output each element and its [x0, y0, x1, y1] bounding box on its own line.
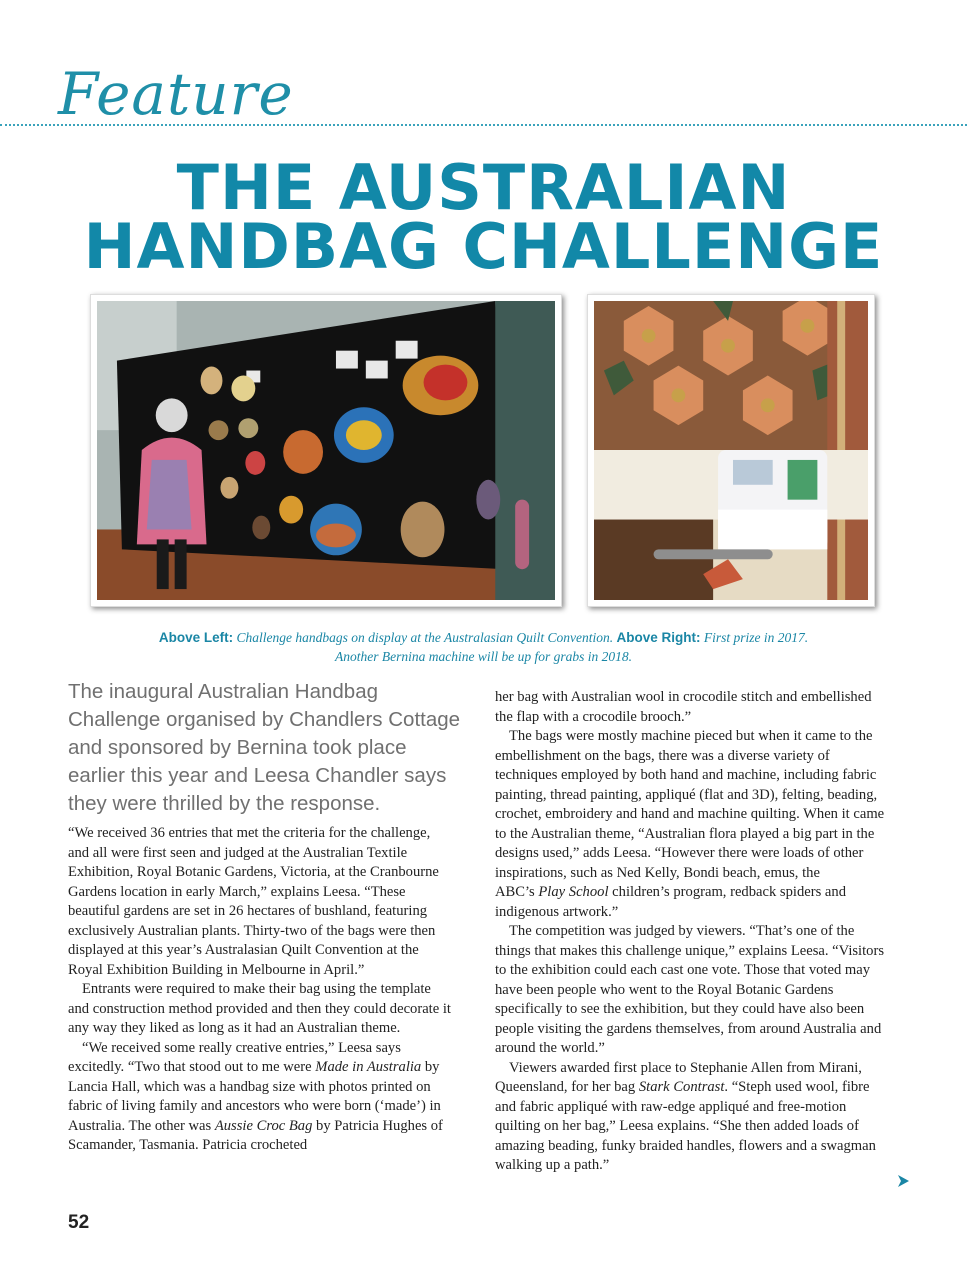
col2-p2-text-d: children’s program, redback spiders and indigenous artwork.”	[495, 884, 846, 920]
body-column-2	[495, 688, 887, 1176]
continue-arrow-icon	[896, 1174, 910, 1188]
title-made-in-australia: Made in Australia	[315, 1059, 422, 1075]
col2-paragraph-4	[495, 1059, 887, 1176]
lead-paragraph: The inaugural Australian Handbag Challenge organised by Chandlers Cottage and sponsored by Bernina took place earlier this year and Leesa Chandler says they were thrilled by the response.	[68, 680, 461, 815]
section-label: Feature	[58, 60, 294, 128]
photo-handbag-display	[90, 294, 562, 607]
page-number: 52	[68, 1212, 90, 1233]
col2-paragraph-2	[495, 727, 887, 922]
col1-p3-text-c: by Lancia Hall, which was a handbag size with photos printed on fabric of living family and ancestors who were born (‘made’) in Australia. The other was	[68, 1059, 441, 1134]
col1-p3-text-e: by Patricia Hughes of Scamander, Tasmania. Patricia crocheted	[68, 1117, 443, 1153]
caption-left-text: Challenge handbags on display at the Australasian Quilt Convention.	[236, 630, 614, 645]
col2-paragraph-1: her bag with Australian wool in crocodile stitch and embellished the flap with a crocodile brooch.”	[495, 689, 872, 725]
caption-right-label: Above Right:	[616, 630, 701, 645]
body-column-1	[68, 824, 452, 1156]
headline-line-2: HANDBAG CHALLENGE	[83, 210, 884, 283]
caption-left-label: Above Left:	[158, 630, 234, 645]
col2-p4-text-a: Viewers awarded first place to Stephanie Allen from Mirani, Queensland, for her bag	[495, 1059, 862, 1095]
title-stark-contrast: Stark Contrast	[638, 1079, 725, 1095]
section-divider	[0, 124, 967, 126]
headline-line-1: THE AUSTRALIAN	[176, 151, 791, 224]
col2-p4-text-c: . “Steph used wool, fibre and fabric appliqué with raw-edge appliqué and free-motion quilting on her bag,” Leesa explains. “She then added loads of amazing beading, funky braided handles, flowers and a swagman walking up a path.”	[495, 1079, 876, 1173]
col1-paragraph-2: Entrants were required to make their bag using the template and construction method provided and then they could decorate it any way they liked as long as it had an Australian theme.	[68, 981, 451, 1036]
col2-paragraph-3: The competition was judged by viewers. “That’s one of the things that makes this challenge unique,” explains Leesa. “Visitors to the exhibition could each cast one vote. Those that voted may have been people who went to the Royal Botanic Gardens specifically to see the exhibition, but they could have also been people visiting the gardens themselves, from around Australia and around the world.”	[495, 923, 884, 1056]
col2-p2-text-b: ABC’s	[495, 884, 539, 900]
photo-first-prize-quilt	[587, 294, 875, 607]
col2-p2-text: The bags were mostly machine pieced but when it came to the embellishment on the bags, there was a diverse variety of techniques employed by both hand and machine, including fabric painting, thread painting, appliqué (flat and 3D), felting, beading, crochet, embroidery and hand and machine quilting. When it came to the Australian theme, “Australian flora played a big part in the designs used,” adds Leesa. “However there were loads of other inspirations, such as Ned Kelly, Bondi beach, emus, the	[495, 728, 885, 881]
caption-right-text-2: Another Bernina machine will be up for grabs in 2018.	[335, 649, 632, 664]
col1-paragraph-3	[68, 1039, 452, 1156]
col1-p3-text-a: “We received some really creative entries,” Leesa says excitedly. “Two that stood out to me were	[68, 1039, 401, 1075]
col1-paragraph-1: “We received 36 entries that met the criteria for the challenge, and all were first seen and judged at the Australian Textile Exhibition, Royal Botanic Gardens, Victoria, at the Cranbourne Gardens location in early March,” explains Leesa. “These beautiful gardens are set in 26 hectares of bushland, featuring exclusively Australian plants. Thirty-two of the bags were then displayed at this year’s Australasian Quilt Convention at the Royal Exhibition Building in Melbourne in April.”	[68, 825, 439, 978]
photo-caption	[60, 628, 907, 666]
title-aussie-croc-bag: Aussie Croc Bag	[214, 1117, 313, 1134]
title-play-school: Play School	[538, 884, 609, 900]
caption-right-text: First prize in 2017.	[703, 630, 809, 645]
